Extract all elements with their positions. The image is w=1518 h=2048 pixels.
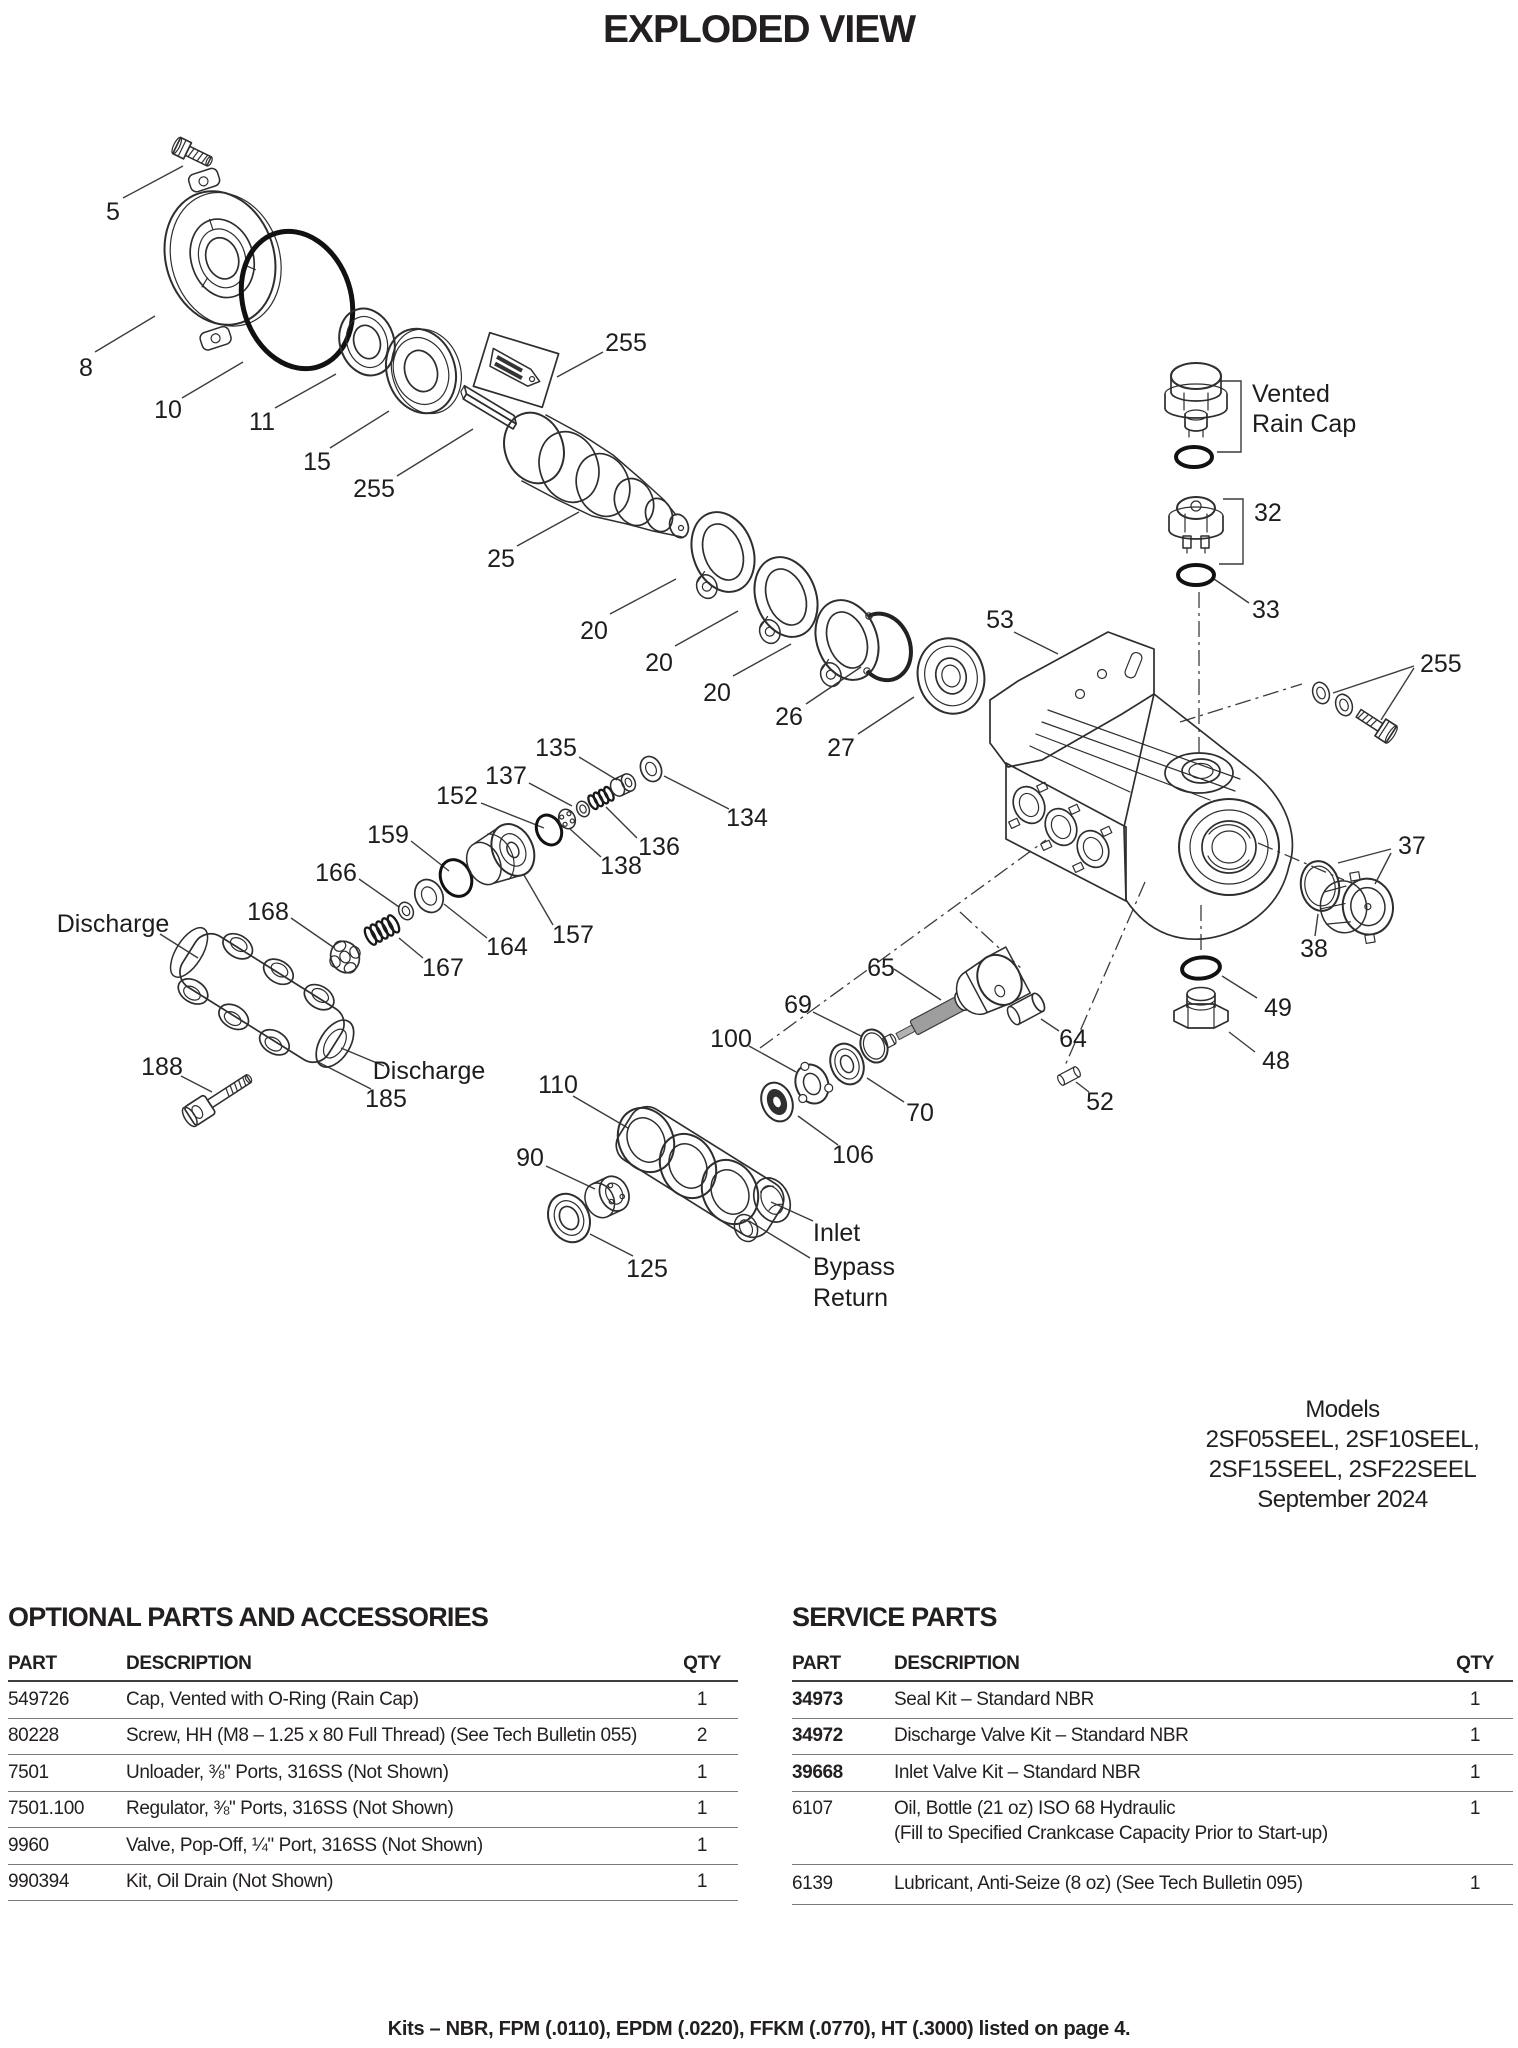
callout-25: 25: [487, 545, 515, 573]
cap-32-drawing: [1169, 497, 1223, 553]
part-cell: 6139: [792, 1873, 833, 1894]
description-cell: Kit, Oil Drain (Not Shown): [126, 1871, 334, 1893]
part-cell: 80228: [8, 1725, 59, 1747]
callout-53: 53: [986, 606, 1014, 634]
washer-255-drawing: [1310, 680, 1333, 706]
callout-65: 65: [867, 954, 895, 982]
o-ring-10-drawing: [224, 217, 370, 384]
part-cell: 990394: [8, 1871, 70, 1893]
callout-125: 125: [626, 1255, 668, 1283]
qty-cell: 1: [1469, 1761, 1481, 1783]
models-block: [1155, 1395, 1518, 1515]
description-cell: Cap, Vented with O-Ring (Rain Cap): [126, 1688, 419, 1710]
washer-166-drawing: [396, 900, 416, 922]
part-cell: 6107: [792, 1797, 833, 1819]
label-discharge-right: Discharge: [372, 1057, 486, 1085]
label-rain-cap: Rain Cap: [1252, 410, 1357, 438]
models-line-4: September 2024: [1257, 1486, 1428, 1513]
retainer-138-drawing: [556, 807, 579, 832]
callout-100: 100: [710, 1025, 752, 1053]
qty-cell: 1: [696, 1871, 708, 1893]
description-cell: Unloader, ⅜" Ports, 316SS (Not Shown): [126, 1761, 449, 1783]
inlet-manifold-110-drawing: [608, 1099, 798, 1246]
table-row: [792, 1682, 1513, 1719]
o-ring-159-drawing: [434, 854, 477, 901]
o-ring-49-drawing: [1181, 956, 1221, 981]
callout-255-tag: 255: [605, 329, 647, 357]
column-header-part: PART: [792, 1653, 841, 1674]
part-cell: 34973: [792, 1688, 843, 1710]
callout-110: 110: [538, 1071, 578, 1099]
label-inlet: Inlet: [813, 1219, 861, 1247]
seal-106-drawing: [756, 1078, 799, 1126]
page-title: EXPLODED VIEW: [602, 8, 916, 51]
label-return: Return: [813, 1284, 889, 1312]
bolt-188-drawing: [180, 1068, 257, 1129]
callout-33: 33: [1252, 596, 1280, 624]
part-cell: 39668: [792, 1761, 843, 1783]
qty-cell: 2: [696, 1725, 708, 1747]
bearing-70-drawing: [824, 1039, 869, 1090]
table-row: [792, 1719, 1513, 1756]
crankshaft-25-drawing: [494, 404, 691, 540]
callout-49: 49: [1264, 994, 1292, 1022]
spacer-90-drawing: [579, 1171, 634, 1222]
spring-167-drawing: [363, 914, 402, 947]
qty-cell: 1: [696, 1798, 708, 1820]
callout-255-key: 255: [353, 475, 395, 503]
callout-185: 185: [365, 1085, 407, 1113]
callout-159: 159: [367, 821, 409, 849]
table-row: [8, 1865, 738, 1902]
callout-32: 32: [1254, 499, 1282, 527]
bolt-255-drawing: [1353, 705, 1399, 745]
models-line-3: 2SF15SEEL, 2SF22SEEL: [1208, 1456, 1477, 1483]
callout-27: 27: [827, 734, 855, 762]
service-parts-table: [792, 1602, 1513, 1905]
column-header-description: DESCRIPTION: [894, 1653, 1020, 1674]
table-row: [792, 1755, 1513, 1792]
callout-164: 164: [486, 933, 528, 961]
callout-26: 26: [775, 703, 803, 731]
qty-cell: 1: [696, 1688, 708, 1710]
callout-20b: 20: [645, 649, 673, 677]
models-line-1: Models: [1305, 1396, 1380, 1423]
table-row: [792, 1865, 1513, 1905]
description-cell: Regulator, ⅜" Ports, 316SS (Not Shown): [126, 1798, 454, 1820]
label-bypass: Bypass: [813, 1253, 895, 1281]
column-header-part: PART: [8, 1653, 57, 1674]
qty-cell: 1: [696, 1834, 708, 1856]
label-vented: Vented: [1252, 380, 1330, 408]
callout-20a: 20: [580, 617, 608, 645]
o-ring-152-drawing: [532, 811, 567, 849]
retainer-100-drawing: [787, 1056, 836, 1109]
callout-5: 5: [106, 198, 120, 226]
optional-parts-title: OPTIONAL PARTS AND ACCESSORIES: [8, 1602, 489, 1632]
callout-168: 168: [247, 898, 289, 926]
callout-15: 15: [303, 448, 331, 476]
part-cell: 9960: [8, 1834, 49, 1856]
callouts: [57, 198, 1462, 1312]
description-line-1: Oil, Bottle (21 oz) ISO 68 Hydraulic: [894, 1797, 1176, 1819]
callout-70: 70: [906, 1099, 934, 1127]
warning-tag-255-drawing: [473, 333, 558, 408]
callout-152: 152: [436, 782, 478, 810]
table-row: [8, 1682, 738, 1719]
column-header-description: DESCRIPTION: [126, 1653, 252, 1674]
callout-157: 157: [552, 921, 594, 949]
callout-64: 64: [1059, 1025, 1087, 1053]
valve-poppet-168-drawing: [323, 935, 366, 979]
table-row: [8, 1792, 738, 1829]
callout-8: 8: [79, 354, 93, 382]
lock-washer-255-drawing: [1333, 692, 1356, 718]
o-ring-33-drawing: [1178, 565, 1214, 585]
description-cell: Inlet Valve Kit – Standard NBR: [894, 1761, 1141, 1783]
callout-48: 48: [1262, 1047, 1290, 1075]
description-cell: Seal Kit – Standard NBR: [894, 1688, 1094, 1710]
kits-footnote: Kits – NBR, FPM (.0110), EPDM (.0220), FFKM (.0770), HT (.3000) listed on page 4.: [387, 2018, 1131, 2040]
leader-lines: [95, 166, 1414, 1258]
part-drawings: [141, 136, 1399, 1249]
column-header-qty: QTY: [1456, 1653, 1494, 1674]
callout-37: 37: [1398, 832, 1426, 860]
part-cell: 7501: [8, 1761, 49, 1783]
bolt-5-drawing: [170, 136, 215, 170]
service-parts-title: SERVICE PARTS: [792, 1602, 997, 1632]
bearing-15-drawing: [375, 318, 472, 424]
part-cell: 7501.100: [8, 1798, 85, 1820]
qty-cell: 1: [696, 1761, 708, 1783]
callout-38: 38: [1300, 935, 1328, 963]
callout-135: 135: [535, 734, 577, 762]
qty-cell: 1: [1469, 1688, 1481, 1710]
table-row: [792, 1792, 1513, 1865]
part-cell: 34972: [792, 1725, 843, 1747]
callout-20c: 20: [703, 679, 731, 707]
callout-188: 188: [141, 1053, 183, 1081]
table-row: [8, 1719, 738, 1756]
description-cell: Discharge Valve Kit – Standard NBR: [894, 1725, 1189, 1747]
description-cell: Valve, Pop-Off, ¼" Port, 316SS (Not Shown): [126, 1834, 483, 1856]
table-row: [8, 1755, 738, 1792]
bearing-27-drawing: [909, 631, 992, 721]
callout-52: 52: [1086, 1088, 1114, 1116]
crankcase-53-drawing: [990, 632, 1292, 939]
callout-255-bolt: 255: [1420, 650, 1462, 678]
drain-plug-48-drawing: [1174, 988, 1228, 1029]
plunger-65-drawing: [882, 947, 1031, 1050]
part-cell: 549726: [8, 1688, 70, 1710]
column-header-qty: QTY: [683, 1653, 721, 1674]
callout-136: 136: [638, 833, 680, 861]
bearing-cover-8-drawing: [141, 156, 302, 355]
description-cell: [894, 1798, 1437, 1845]
label-discharge-left: Discharge: [56, 910, 170, 938]
discharge-manifold-185-drawing: [156, 910, 370, 1087]
callout-69: 69: [784, 991, 812, 1019]
description-cell: Lubricant, Anti-Seize (8 oz) (See Tech Bulletin 095): [894, 1873, 1303, 1894]
callout-167: 167: [422, 954, 464, 982]
callout-138: 138: [600, 852, 642, 880]
callout-166: 166: [315, 859, 357, 887]
service-parts-header: [792, 1648, 1513, 1682]
callout-11: 11: [249, 408, 275, 436]
callout-137: 137: [485, 762, 527, 790]
qty-cell: 1: [1469, 1725, 1481, 1747]
qty-cell: 1: [1469, 1797, 1481, 1819]
callout-10: 10: [154, 396, 182, 424]
o-ring-69-drawing: [856, 1025, 893, 1066]
vented-rain-cap-drawing: [1165, 363, 1227, 437]
washer-134-drawing: [636, 753, 665, 785]
description-cell: Screw, HH (M8 – 1.25 x 80 Full Thread) (See Tech Bulletin 055): [126, 1725, 637, 1747]
optional-parts-table: [8, 1602, 738, 1901]
description-line-2: (Fill to Specified Crankcase Capacity Prior to Start-up): [894, 1822, 1328, 1844]
table-row: [8, 1828, 738, 1865]
rain-cap-o-ring-drawing: [1176, 447, 1212, 467]
clamp-ring-20a-drawing: [674, 503, 765, 603]
callout-90: 90: [516, 1144, 544, 1172]
qty-cell: 1: [1469, 1873, 1481, 1894]
retaining-ring-26-drawing: [864, 613, 911, 680]
callout-106: 106: [832, 1141, 874, 1169]
optional-parts-header: [8, 1648, 738, 1682]
callout-134: 134: [726, 804, 768, 832]
models-line-2: 2SF05SEEL, 2SF10SEEL,: [1205, 1426, 1480, 1453]
seal-125-drawing: [540, 1187, 597, 1249]
